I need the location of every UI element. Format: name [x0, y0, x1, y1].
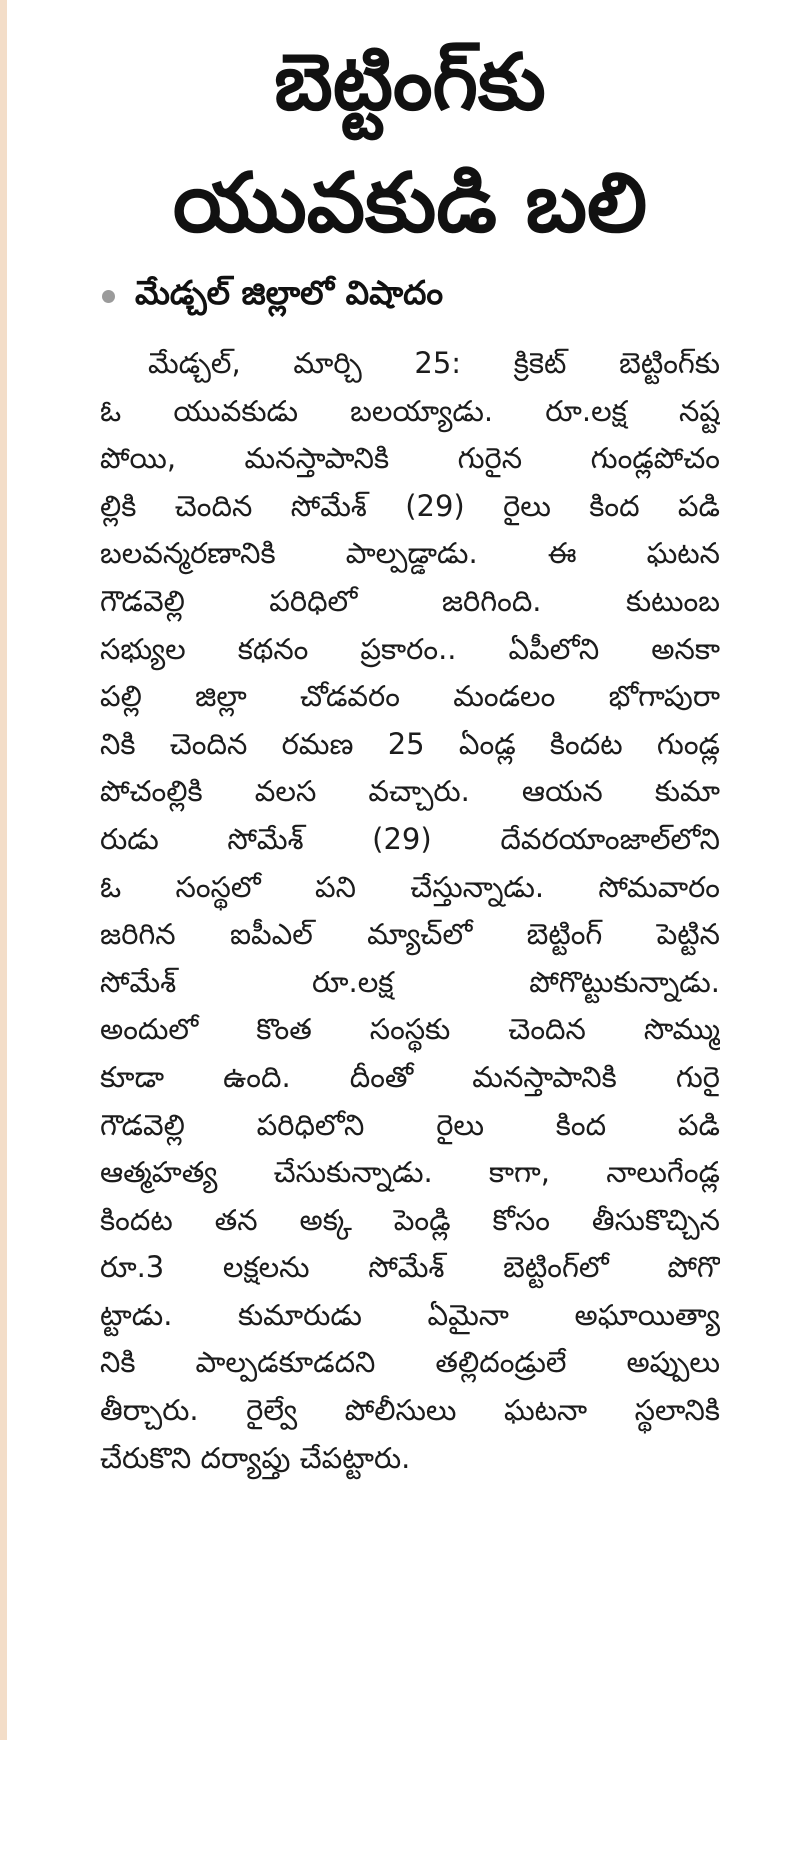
body-line: ఓ సంస్థలో పని చేస్తున్నాడు. సోమవారం	[100, 869, 720, 904]
headline-line-2: యువకుడి బలి	[172, 156, 648, 251]
subheading	[102, 268, 443, 324]
body-line: సభ్యుల కథనం ప్రకారం.. ఏపీలోని అనకా	[100, 631, 720, 666]
body-line: రూ.3 లక్షలను సోమేశ్ బెట్టింగ్‌లో పోగొ	[100, 1250, 720, 1285]
body-line: నికి చెందిన రమణ 25 ఏండ్ల కిందట గుండ్ల	[100, 726, 720, 761]
subheading-text: మేడ్చల్ జిల్లాలో విషాదం	[135, 272, 444, 312]
body-line: పోచంల్లికి వలస వచ్చారు. ఆయన కుమా	[100, 774, 720, 809]
page-edge-strip	[0, 0, 7, 1740]
body-line: పల్లి జిల్లా చోడవరం మండలం భోగాపురా	[100, 679, 720, 714]
headline-line-1: బెట్టింగ్‌కు	[274, 38, 546, 128]
body-line: ట్టాడు. కుమారుడు ఏమైనా అఘాయిత్యా	[100, 1297, 720, 1332]
body-line: గౌడవెల్లి పరిధిలో జరిగింది. కుటుంబ	[100, 583, 720, 618]
body-line: సోమేశ్ రూ.లక్ష పోగొట్టుకున్నాడు.	[100, 964, 720, 999]
body-line: పోయి, మనస్తాపానికి గురైన గుండ్లపోచం	[100, 441, 720, 476]
bullet-icon	[102, 290, 115, 303]
body-line: గౌడవెల్లి పరిధిలోని రైలు కింద పడి	[100, 1107, 720, 1142]
body-line: ఓ యువకుడు బలయ్యాడు. రూ.లక్ష నష్ట	[100, 393, 720, 428]
article-body	[100, 340, 720, 1482]
body-line: రుడు సోమేశ్ (29) దేవరయాంజాల్‌లోని	[100, 821, 720, 856]
body-line: జరిగిన ఐపీఎల్ మ్యాచ్‌లో బెట్టింగ్ పెట్టిన	[100, 917, 720, 952]
body-line: కూడా ఉంది. దీంతో మనస్తాపానికి గురై	[100, 1059, 720, 1094]
body-line: కిందట తన అక్క పెండ్లి కోసం తీసుకొచ్చిన	[100, 1202, 720, 1237]
body-line: తీర్చారు. రైల్వే పోలీసులు ఘటనా స్థలానికి	[100, 1393, 720, 1428]
body-line: నికి పాల్పడకూడదని తల్లిదండ్రులే అప్పులు	[100, 1345, 720, 1380]
body-line: బలవన్మరణానికి పాల్పడ్డాడు. ఈ ఘటన	[100, 536, 720, 571]
body-line: అందులో కొంత సంస్థకు చెందిన సొమ్ము	[100, 1012, 720, 1047]
body-line: ఆత్మహత్య చేసుకున్నాడు. కాగా, నాలుగేండ్ల	[100, 1155, 720, 1190]
body-line: మేడ్చల్, మార్చి 25: క్రికెట్ బెట్టింగ్‌కు	[148, 346, 720, 380]
body-line: చేరుకొని దర్యాప్తు చేపట్టారు.	[100, 1440, 411, 1475]
body-line: ల్లికి చెందిన సోమేశ్ (29) రైలు కింద పడి	[100, 488, 720, 523]
